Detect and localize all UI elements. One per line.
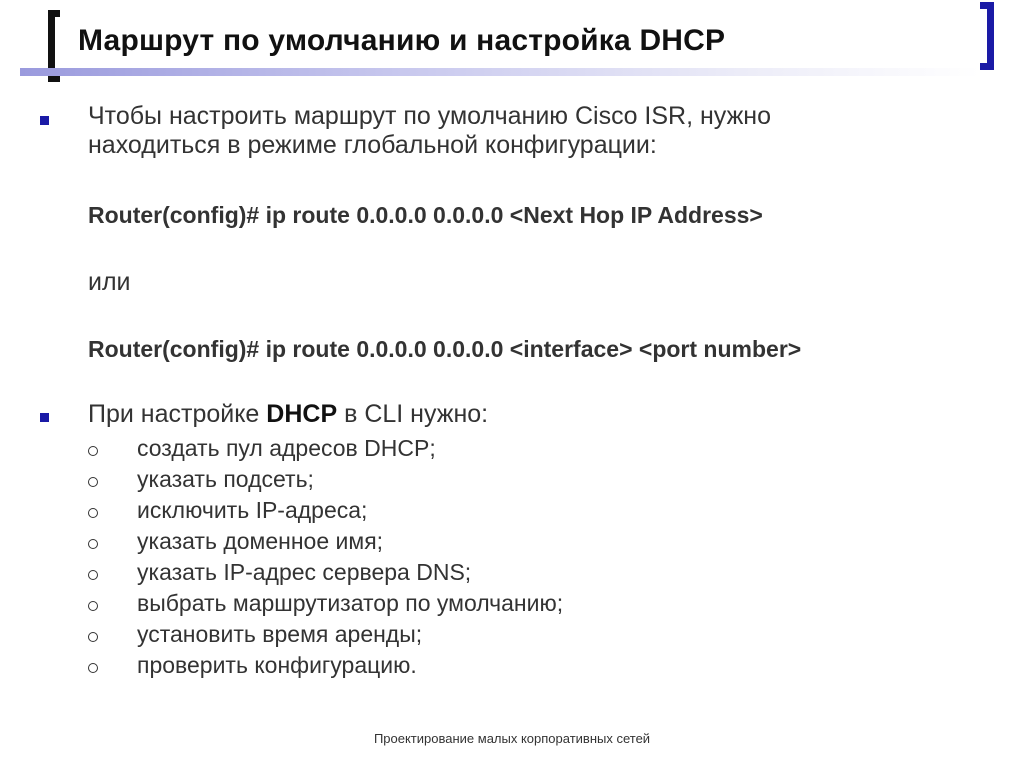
list-item: выбрать маршрутизатор по умолчанию; bbox=[137, 590, 564, 616]
square-bullet-icon bbox=[40, 116, 49, 125]
command-next-hop: Router(config)# ip route 0.0.0.0 0.0.0.0 <Next Hop IP Address> bbox=[88, 202, 763, 228]
list-item: указать доменное имя; bbox=[137, 528, 384, 554]
circle-bullet-icon bbox=[88, 570, 98, 580]
list-item: установить время аренды; bbox=[137, 621, 423, 647]
circle-bullet-icon bbox=[88, 446, 98, 456]
circle-bullet-icon bbox=[88, 539, 98, 549]
slide-title: Маршрут по умолчанию и настройка DHCP bbox=[78, 24, 726, 57]
command-interface: Router(config)# ip route 0.0.0.0 0.0.0.0 <interface> <port number> bbox=[88, 336, 802, 362]
list-item: указать подсеть; bbox=[137, 466, 314, 492]
bullet2-text bbox=[88, 400, 488, 429]
or-separator: или bbox=[88, 268, 131, 296]
circle-bullet-icon bbox=[88, 508, 98, 518]
right-bracket-decoration bbox=[980, 2, 994, 70]
circle-bullet-icon bbox=[88, 663, 98, 673]
list-item: проверить конфигурацию. bbox=[137, 652, 417, 678]
circle-bullet-icon bbox=[88, 601, 98, 611]
list-item: создать пул адресов DHCP; bbox=[137, 435, 436, 461]
bullet2-suffix: в CLI нужно: bbox=[337, 400, 489, 428]
circle-bullet-icon bbox=[88, 477, 98, 487]
square-bullet-icon bbox=[40, 413, 49, 422]
bullet1-line2: находиться в режиме глобальной конфигурации: bbox=[88, 131, 657, 159]
list-item: исключить IP-адреса; bbox=[137, 497, 368, 523]
bullet1-line1: Чтобы настроить маршрут по умолчанию Cisco ISR, нужно bbox=[88, 102, 772, 130]
title-underline bbox=[20, 68, 980, 76]
bullet2-prefix: При настройке bbox=[88, 400, 267, 428]
circle-bullet-icon bbox=[88, 632, 98, 642]
list-item: указать IP-адрес сервера DNS; bbox=[137, 559, 472, 585]
bullet2-bold: DHCP bbox=[266, 400, 338, 428]
slide-footer: Проектирование малых корпоративных сетей bbox=[373, 731, 651, 746]
